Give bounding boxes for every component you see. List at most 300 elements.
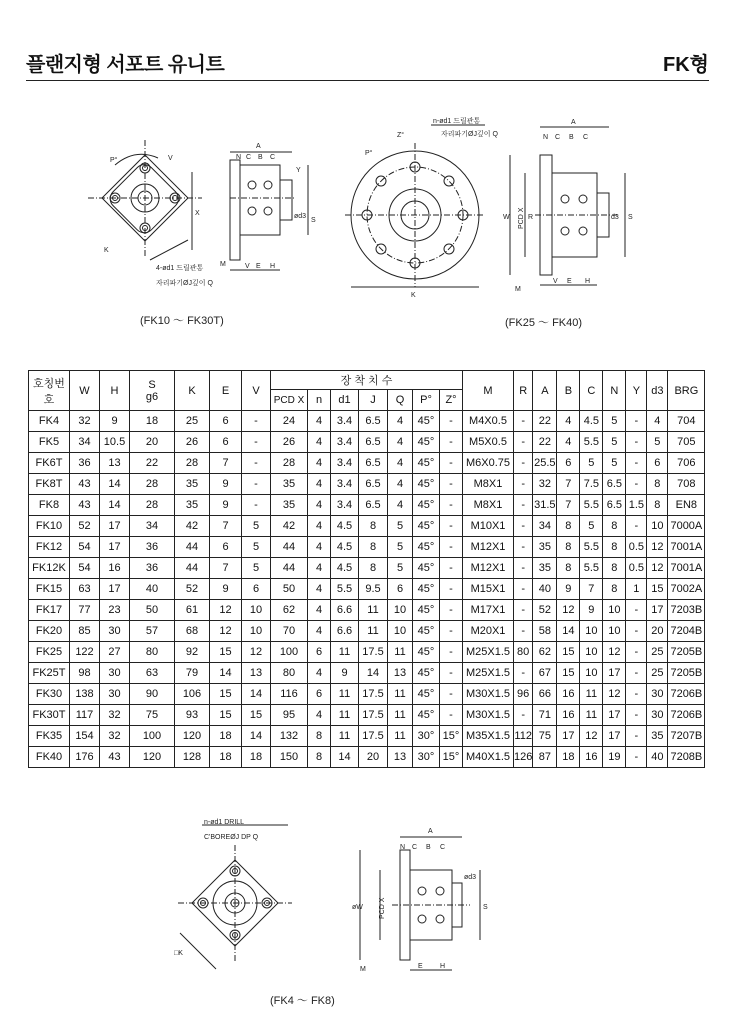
table-cell: 90	[130, 684, 175, 705]
table-cell: 4	[557, 432, 580, 453]
table-cell: 50	[130, 600, 175, 621]
table-cell: 6	[308, 642, 331, 663]
table-cell: M25X1.5	[463, 642, 514, 663]
table-cell: 8	[308, 726, 331, 747]
table-cell: 17.5	[359, 705, 388, 726]
fig2-label-w: W	[503, 214, 510, 221]
table-cell: 11	[580, 684, 603, 705]
table-cell: -	[626, 726, 647, 747]
model-cell: FK5	[29, 432, 70, 453]
table-cell: 100	[130, 726, 175, 747]
table-cell: -	[242, 474, 271, 495]
table-cell: 704	[668, 411, 705, 432]
table-cell: 1.5	[626, 495, 647, 516]
table-cell: 8	[603, 537, 626, 558]
table-cell: 28	[271, 453, 308, 474]
table-cell: 66	[533, 684, 557, 705]
table-cell: 30°	[413, 726, 440, 747]
table-cell: 5.5	[580, 495, 603, 516]
col-n: n	[308, 390, 331, 411]
table-cell: 22	[533, 432, 557, 453]
table-cell: 8	[308, 747, 331, 768]
col-model: 호칭번호	[29, 371, 70, 411]
table-cell: 15°	[440, 747, 463, 768]
table-cell: 35	[533, 537, 557, 558]
table-cell: 13	[388, 663, 413, 684]
table-cell: 87	[533, 747, 557, 768]
table-row	[29, 726, 705, 747]
table-row	[29, 600, 705, 621]
table-cell: 18	[130, 411, 175, 432]
col-pcd: PCD X	[271, 390, 308, 411]
table-cell: -	[626, 705, 647, 726]
table-cell: 44	[271, 537, 308, 558]
table-cell: 10	[580, 663, 603, 684]
table-cell: 4	[388, 495, 413, 516]
table-cell: 6	[308, 684, 331, 705]
table-cell: 34	[533, 516, 557, 537]
table-cell: 5	[580, 453, 603, 474]
table-cell: -	[440, 516, 463, 537]
table-cell: -	[626, 684, 647, 705]
model-cell: FK30T	[29, 705, 70, 726]
fig1-label-n: N	[236, 154, 242, 161]
model-cell: FK40	[29, 747, 70, 768]
table-cell: 8	[647, 474, 668, 495]
table-cell: 18	[210, 726, 242, 747]
fig2-label-pcd: PCD X	[518, 207, 525, 229]
table-cell: 5	[242, 537, 271, 558]
table-cell: 34	[130, 516, 175, 537]
model-cell: FK30	[29, 684, 70, 705]
fig3-label-s: S	[483, 904, 488, 911]
table-cell: 11	[359, 600, 388, 621]
table-cell: 10	[580, 621, 603, 642]
table-cell: 15	[210, 642, 242, 663]
table-cell: -	[440, 579, 463, 600]
table-cell: 6.6	[331, 600, 359, 621]
table-cell: -	[626, 516, 647, 537]
table-cell: M5X0.5	[463, 432, 514, 453]
fig2-label-n: N	[543, 134, 549, 141]
table-cell: 5.5	[580, 537, 603, 558]
table-cell: 13	[388, 747, 413, 768]
table-cell: 30	[647, 684, 668, 705]
table-cell: 3.4	[331, 411, 359, 432]
table-row	[29, 516, 705, 537]
fig3-label-c2: C	[440, 844, 446, 851]
table-cell: 15	[242, 705, 271, 726]
table-cell: 9	[210, 474, 242, 495]
table-cell: -	[440, 495, 463, 516]
page-title: 플랜지형 서포트 유니트	[26, 54, 225, 76]
table-cell: 44	[271, 558, 308, 579]
fig1-label-k: K	[104, 247, 109, 254]
table-cell: 17.5	[359, 726, 388, 747]
table-cell: 4	[388, 411, 413, 432]
table-cell: 708	[668, 474, 705, 495]
col-z: Z°	[440, 390, 463, 411]
fig1-label-d3: ød3	[294, 213, 307, 220]
table-cell: 8	[359, 516, 388, 537]
table-cell: 11	[580, 705, 603, 726]
table-cell: 40	[647, 747, 668, 768]
table-cell: 35	[647, 726, 668, 747]
table-cell: 10	[647, 516, 668, 537]
table-cell: 120	[175, 726, 210, 747]
table-cell: 8	[359, 537, 388, 558]
table-cell: 11	[388, 684, 413, 705]
table-cell: 12	[242, 642, 271, 663]
col-r: R	[514, 371, 533, 411]
table-cell: 80	[514, 642, 533, 663]
table-cell: 30	[100, 621, 130, 642]
table-cell: -	[514, 432, 533, 453]
table-cell: M25X1.5	[463, 663, 514, 684]
table-cell: 14	[242, 726, 271, 747]
table-cell: -	[626, 600, 647, 621]
group-mounting: 장 착 치 수	[271, 371, 463, 390]
table-cell: 5	[647, 432, 668, 453]
table-cell: 15	[557, 663, 580, 684]
table-cell: 10	[388, 621, 413, 642]
table-cell: -	[440, 705, 463, 726]
table-cell: 138	[70, 684, 100, 705]
table-cell: 6	[210, 432, 242, 453]
fig3-label-c: C	[412, 844, 418, 851]
table-cell: -	[440, 663, 463, 684]
table-cell: 45°	[413, 684, 440, 705]
table-cell: 4	[308, 453, 331, 474]
table-cell: 17.5	[359, 642, 388, 663]
table-cell: 5	[580, 516, 603, 537]
fig3-label-k: □K	[174, 950, 183, 957]
table-cell: -	[440, 537, 463, 558]
table-row	[29, 558, 705, 579]
table-cell: 28	[175, 453, 210, 474]
table-cell: 7207B	[668, 726, 705, 747]
table-cell: 132	[271, 726, 308, 747]
col-k: K	[175, 371, 210, 411]
table-cell: 5.5	[580, 432, 603, 453]
table-cell: 28	[130, 474, 175, 495]
table-cell: 30	[100, 663, 130, 684]
table-cell: 116	[271, 684, 308, 705]
table-cell: 16	[100, 558, 130, 579]
table-cell: 9	[100, 411, 130, 432]
fig3-label-b: B	[426, 844, 431, 851]
col-q: Q	[388, 390, 413, 411]
table-cell: -	[514, 663, 533, 684]
model-cell: FK6T	[29, 453, 70, 474]
table-cell: -	[514, 453, 533, 474]
table-cell: 7205B	[668, 663, 705, 684]
table-cell: 9	[580, 600, 603, 621]
model-cell: FK20	[29, 621, 70, 642]
table-cell: 96	[514, 684, 533, 705]
col-n-dim: N	[603, 371, 626, 411]
table-cell: M40X1.5	[463, 747, 514, 768]
fig2-label-a: A	[571, 119, 576, 126]
table-cell: 15	[647, 579, 668, 600]
table-cell: 45°	[413, 579, 440, 600]
table-cell: 31.5	[533, 495, 557, 516]
table-cell: 7208B	[668, 747, 705, 768]
table-cell: 6.5	[603, 495, 626, 516]
fig2-label-cbore: 자리파기ØJ깊이 Q	[441, 131, 498, 138]
table-cell: -	[626, 411, 647, 432]
fig3-label-pcd: PCD X	[379, 897, 386, 919]
fig1-label-c2: C	[270, 154, 276, 161]
model-cell: FK17	[29, 600, 70, 621]
table-cell: -	[626, 474, 647, 495]
table-cell: 12	[580, 726, 603, 747]
table-cell: -	[440, 621, 463, 642]
table-cell: 52	[70, 516, 100, 537]
fig2-label-drill: n-ød1 드릴관통	[433, 118, 481, 125]
table-cell: 13	[242, 663, 271, 684]
table-cell: 35	[271, 495, 308, 516]
table-cell: 18	[210, 747, 242, 768]
table-row	[29, 579, 705, 600]
table-cell: 4.5	[331, 537, 359, 558]
table-cell: 7	[210, 516, 242, 537]
fig2-label-r: R	[528, 214, 534, 221]
caption-fig1: (FK10 ～ FK30T)	[140, 315, 224, 327]
table-cell: 15°	[440, 726, 463, 747]
table-cell: -	[440, 411, 463, 432]
table-cell: 0.5	[626, 558, 647, 579]
spec-table	[28, 370, 705, 768]
table-cell: 7	[557, 474, 580, 495]
fig1-label-a: A	[256, 143, 261, 150]
table-cell: 176	[70, 747, 100, 768]
fig3-label-a: A	[428, 828, 433, 835]
table-row	[29, 642, 705, 663]
table-cell: 10	[388, 600, 413, 621]
col-j: J	[359, 390, 388, 411]
table-cell: 45°	[413, 453, 440, 474]
col-s-sub: g6	[145, 390, 159, 403]
fig1-label-p: P°	[110, 157, 118, 164]
table-cell: 6.5	[359, 411, 388, 432]
table-cell: 35	[175, 474, 210, 495]
type-label: FK형	[663, 54, 709, 76]
table-cell: 9	[557, 579, 580, 600]
fig3-label-n: N	[400, 844, 406, 851]
table-cell: 95	[271, 705, 308, 726]
fig1-label-v: V	[168, 155, 173, 162]
fig1-label-m: M	[220, 261, 226, 268]
table-row	[29, 621, 705, 642]
table-cell: 8	[603, 558, 626, 579]
table-cell: 6	[242, 579, 271, 600]
table-cell: 70	[271, 621, 308, 642]
table-cell: 68	[175, 621, 210, 642]
table-cell: 705	[668, 432, 705, 453]
table-cell: 8	[557, 558, 580, 579]
table-cell: 54	[70, 558, 100, 579]
table-cell: 16	[557, 705, 580, 726]
table-cell: 45°	[413, 537, 440, 558]
table-cell: 25	[647, 663, 668, 684]
table-cell: -	[514, 558, 533, 579]
table-cell: -	[440, 600, 463, 621]
fig2-label-z: Z°	[397, 132, 405, 139]
table-cell: 45°	[413, 432, 440, 453]
table-cell: 20	[647, 621, 668, 642]
table-cell: -	[514, 621, 533, 642]
table-cell: 20	[130, 432, 175, 453]
table-cell: 126	[514, 747, 533, 768]
table-cell: 6.5	[603, 474, 626, 495]
col-d1: d1	[331, 390, 359, 411]
table-cell: -	[626, 663, 647, 684]
model-cell: FK12	[29, 537, 70, 558]
table-cell: 11	[331, 705, 359, 726]
table-cell: 71	[533, 705, 557, 726]
table-cell: 43	[70, 495, 100, 516]
table-cell: 45°	[413, 621, 440, 642]
table-cell: M35X1.5	[463, 726, 514, 747]
table-cell: 6	[210, 411, 242, 432]
table-cell: 11	[388, 705, 413, 726]
table-cell: -	[514, 516, 533, 537]
table-cell: 17	[100, 537, 130, 558]
table-cell: 4	[308, 663, 331, 684]
table-cell: -	[626, 453, 647, 474]
table-cell: 3.4	[331, 453, 359, 474]
table-cell: M8X1	[463, 495, 514, 516]
table-cell: 14	[557, 621, 580, 642]
table-cell: 52	[175, 579, 210, 600]
table-cell: 7	[210, 453, 242, 474]
table-cell: 20	[359, 747, 388, 768]
table-cell: 45°	[413, 663, 440, 684]
table-cell: 14	[100, 474, 130, 495]
table-cell: 80	[271, 663, 308, 684]
table-cell: M12X1	[463, 537, 514, 558]
table-cell: 62	[271, 600, 308, 621]
table-cell: -	[514, 474, 533, 495]
table-cell: 17	[647, 600, 668, 621]
table-cell: 12	[647, 558, 668, 579]
table-cell: 4	[308, 432, 331, 453]
table-cell: 10	[242, 621, 271, 642]
table-cell: -	[514, 579, 533, 600]
table-cell: -	[626, 642, 647, 663]
table-cell: 12	[603, 642, 626, 663]
table-cell: 26	[271, 432, 308, 453]
table-cell: 7	[557, 495, 580, 516]
table-cell: 40	[130, 579, 175, 600]
fig1-label-c: C	[246, 154, 252, 161]
table-cell: 17	[557, 726, 580, 747]
table-cell: 36	[70, 453, 100, 474]
model-cell: FK25	[29, 642, 70, 663]
table-cell: 16	[580, 747, 603, 768]
table-cell: 36	[130, 537, 175, 558]
table-cell: 5	[603, 453, 626, 474]
fig1-label-h: H	[270, 263, 276, 270]
table-cell: 3.4	[331, 495, 359, 516]
table-cell: 25	[647, 642, 668, 663]
col-w: W	[70, 371, 100, 411]
table-cell: 4	[308, 495, 331, 516]
table-cell: 10.5	[100, 432, 130, 453]
table-cell: -	[514, 495, 533, 516]
table-cell: 5.5	[331, 579, 359, 600]
table-cell: 32	[533, 474, 557, 495]
table-cell: 85	[70, 621, 100, 642]
col-s-label: S	[148, 378, 156, 391]
table-cell: 36	[130, 558, 175, 579]
table-cell: 43	[100, 747, 130, 768]
table-cell: 11	[388, 642, 413, 663]
table-cell: 117	[70, 705, 100, 726]
fig3-label-d3: ød3	[464, 874, 477, 881]
table-cell: 150	[271, 747, 308, 768]
table-cell: 28	[130, 495, 175, 516]
table-cell: 5	[242, 516, 271, 537]
table-cell: 63	[70, 579, 100, 600]
table-row	[29, 663, 705, 684]
table-row	[29, 432, 705, 453]
table-cell: 4	[308, 558, 331, 579]
table-cell: 4	[308, 579, 331, 600]
table-cell: 1	[626, 579, 647, 600]
table-cell: 43	[70, 474, 100, 495]
model-cell: FK4	[29, 411, 70, 432]
table-cell: -	[626, 747, 647, 768]
table-cell: 706	[668, 453, 705, 474]
fig1-label-x: X	[195, 210, 200, 217]
table-cell: 30	[647, 705, 668, 726]
table-cell: 3.4	[331, 432, 359, 453]
table-cell: 9	[210, 495, 242, 516]
table-cell: 9	[331, 663, 359, 684]
col-y: Y	[626, 371, 647, 411]
table-cell: 19	[603, 747, 626, 768]
table-cell: 6.6	[331, 621, 359, 642]
caption-fig3: (FK4 ～ FK8)	[270, 995, 335, 1007]
table-cell: 5	[603, 411, 626, 432]
fig3-label-m: M	[360, 966, 366, 973]
table-cell: 40	[533, 579, 557, 600]
table-cell: 17	[603, 705, 626, 726]
table-cell: 14	[210, 663, 242, 684]
table-cell: 44	[175, 558, 210, 579]
table-cell: 14	[242, 684, 271, 705]
table-cell: 12	[210, 621, 242, 642]
table-cell: 5	[388, 558, 413, 579]
table-cell: 154	[70, 726, 100, 747]
table-row	[29, 684, 705, 705]
table-cell: 15	[557, 642, 580, 663]
table-cell: 4	[308, 474, 331, 495]
table-cell: 6.5	[359, 453, 388, 474]
table-cell: 17	[603, 663, 626, 684]
table-cell: 7001A	[668, 558, 705, 579]
table-cell: 7204B	[668, 621, 705, 642]
col-v: V	[242, 371, 271, 411]
fig3-label-w: øW	[352, 904, 363, 911]
fig2-label-c2: C	[583, 134, 589, 141]
table-cell: 12	[647, 537, 668, 558]
table-cell: M30X1.5	[463, 684, 514, 705]
table-cell: 6	[210, 537, 242, 558]
table-cell: 45°	[413, 705, 440, 726]
